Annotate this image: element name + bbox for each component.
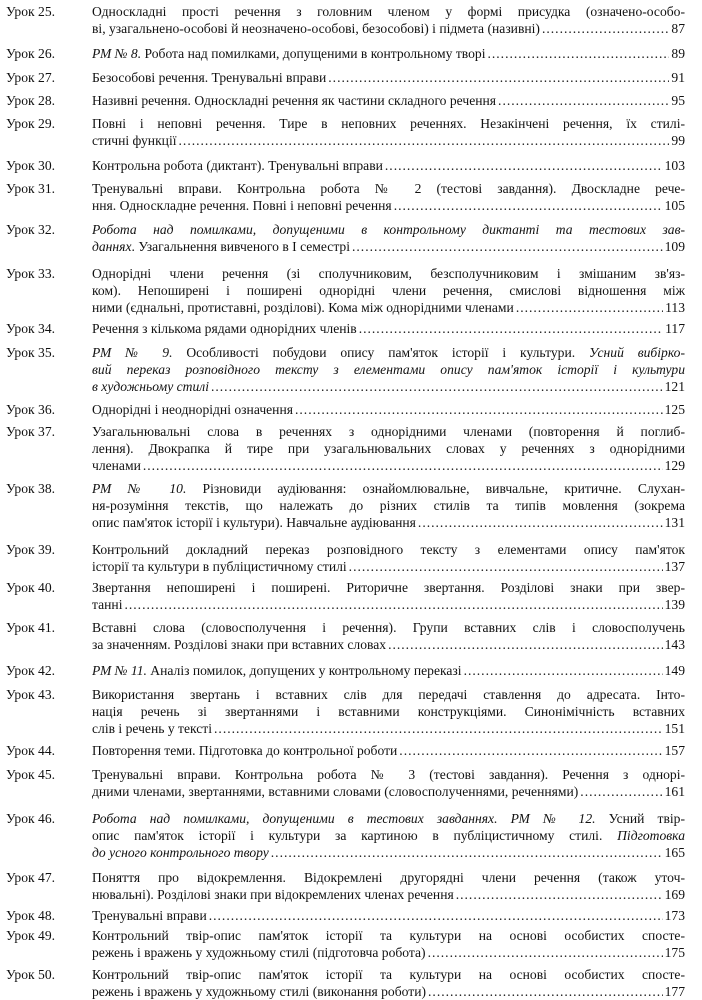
dot-leader — [388, 636, 663, 653]
lesson-title — [92, 619, 685, 653]
lesson-title — [92, 45, 685, 62]
title-text: Речення з кількома рядами однорідних членів — [92, 321, 357, 336]
dot-leader — [394, 197, 663, 214]
title-line — [92, 115, 685, 132]
dot-leader — [214, 720, 663, 737]
page-number: 129 — [664, 458, 685, 474]
dot-leader — [295, 401, 663, 418]
title-line — [92, 619, 685, 636]
title-text: Усний вибірко- — [588, 345, 685, 360]
lesson-number: Урок 41. — [6, 620, 56, 635]
lesson-title — [92, 907, 685, 924]
title-text: опис пам'яток історії і культури). Навчальне аудіювання — [92, 515, 416, 531]
lesson-title — [92, 157, 685, 174]
dot-leader — [179, 132, 670, 149]
title-text: Односкладні прості речення з головним членом у формі присудка (означено-особо- — [92, 4, 685, 19]
toc-entry — [0, 966, 702, 1000]
toc-entry — [0, 810, 702, 862]
title-text: РМ № 11. — [92, 663, 147, 678]
title-line — [92, 320, 685, 337]
toc-entry — [0, 907, 702, 924]
toc-entry — [0, 579, 702, 613]
title-line — [92, 92, 685, 109]
title-line — [92, 299, 685, 316]
toc-entry — [0, 344, 702, 396]
title-line — [92, 457, 685, 474]
toc-entry — [0, 619, 702, 653]
page-number: 139 — [664, 597, 685, 613]
lesson-title — [92, 686, 685, 738]
dot-leader — [498, 92, 669, 109]
title-line — [92, 282, 685, 299]
title-line — [92, 742, 685, 759]
dot-leader — [209, 907, 663, 924]
title-line — [92, 720, 685, 737]
lesson-number: Урок 39. — [6, 542, 56, 557]
title-line — [92, 827, 685, 844]
lesson-number: Урок 32. — [6, 222, 56, 237]
title-text: Використання звертань і вставних слів для передачі ставлення до адресата. Інто- — [92, 687, 685, 702]
page-number: 99 — [671, 133, 685, 149]
title-line — [92, 180, 685, 197]
page-number: 177 — [664, 984, 685, 1000]
title-text: ння. Односкладне речення. Повні і неповні речення — [92, 198, 392, 214]
dot-leader — [349, 558, 663, 575]
title-text: дними членами, звертаннями, вставними словами (словосполученнями, реченнями) — [92, 784, 579, 800]
title-text: Однорідні члени речення (зі сполучниковим, безсполучниковим і змішаним зв'яз- — [92, 266, 685, 281]
lesson-title — [92, 401, 685, 418]
title-line — [92, 810, 685, 827]
lesson-title — [92, 966, 685, 1000]
title-text: ня-розуміння текстів, що належать до різних стилів та типів мовлення (зокрема — [92, 498, 685, 514]
title-text: Тренувальні вправи — [92, 908, 207, 923]
title-text: вий переказ розповідного тексту з елементами опису пам'яток історії і культури — [92, 362, 685, 378]
page-number: 175 — [664, 945, 685, 961]
title-line — [92, 514, 685, 531]
dot-leader — [385, 157, 663, 174]
title-text: Робота над помилками, допущеними в контрольному творі — [141, 46, 486, 61]
dot-leader — [418, 514, 663, 531]
lesson-title — [92, 344, 685, 396]
lesson-title — [92, 115, 685, 149]
toc-entry — [0, 69, 702, 86]
title-line — [92, 927, 685, 944]
title-line — [92, 944, 685, 961]
lesson-number: Урок 37. — [6, 424, 56, 439]
page-number: 143 — [664, 637, 685, 653]
title-text: ними (єднальні, протиставні, розділові). Кома між однорідними членами — [92, 300, 514, 316]
title-text: нація речень зі звертаннями і вставними конструкціями. Синонімічність вставних — [92, 704, 685, 720]
title-line — [92, 783, 685, 800]
title-text: Тренувальні вправи. Контрольна робота № 2 (тестові завдання). Двоскладне рече- — [92, 181, 685, 196]
title-text: Повторення теми. Підготовка до контрольної роботи — [92, 743, 398, 758]
page-number: 89 — [671, 46, 685, 61]
title-line — [92, 401, 685, 418]
dot-leader — [456, 886, 663, 903]
toc-entry — [0, 662, 702, 679]
dot-leader — [359, 320, 663, 337]
title-line — [92, 157, 685, 174]
page-number: 169 — [664, 887, 685, 903]
title-text: нювальні). Розділові знаки при відокремлених членах речення — [92, 887, 454, 903]
lesson-number: Урок 45. — [6, 767, 56, 782]
title-text: ком). Непоширені і поширені однорідні члени речення, смислові відношення між — [92, 283, 685, 299]
toc-entry — [0, 423, 702, 475]
title-line — [92, 361, 685, 378]
dot-leader — [428, 983, 663, 1000]
title-text: РМ № 8. — [92, 46, 142, 61]
title-line — [92, 886, 685, 903]
toc-entry — [0, 541, 702, 575]
title-text: ві, узагальнено-особові й неозначено-особові, безособові) і підмета (називні) — [92, 21, 540, 37]
title-text: Називні речення. Односкладні речення як частини складного речення — [92, 93, 497, 108]
lesson-title — [92, 742, 685, 759]
title-text: даннях — [92, 239, 132, 255]
title-text: стичні функції — [92, 133, 177, 149]
dot-leader — [143, 457, 663, 474]
page-number: 87 — [671, 21, 685, 37]
lesson-title — [92, 766, 685, 800]
title-text: Безособові речення. Тренувальні вправи — [92, 70, 327, 85]
dot-leader — [271, 844, 663, 861]
dot-leader — [399, 742, 662, 759]
lesson-title — [92, 869, 685, 903]
toc-entry — [0, 742, 702, 759]
dot-leader — [516, 299, 663, 316]
title-line — [92, 20, 685, 37]
title-text: Звертання непоширені і поширені. Риторичне звертання. Розділові знаки при звер- — [92, 580, 685, 595]
title-text: Усний твір- — [595, 811, 685, 826]
title-line — [92, 221, 685, 238]
page-number: 105 — [664, 198, 685, 214]
title-line — [92, 686, 685, 703]
dot-leader — [464, 662, 663, 679]
title-line — [92, 45, 685, 62]
title-line — [92, 596, 685, 613]
title-text: Особливості побудови опису пам'яток історії і культури. — [172, 345, 589, 360]
title-line — [92, 636, 685, 653]
title-line — [92, 423, 685, 440]
title-line — [92, 3, 685, 20]
lesson-number: Урок 27. — [6, 70, 56, 85]
title-text: Різновиди аудіювання: ознайомлювальне, вивчальне, критичне. Слухан- — [186, 481, 685, 496]
toc-entry — [0, 480, 702, 532]
page-number: 149 — [664, 663, 685, 678]
lesson-number: Урок 35. — [6, 345, 56, 360]
lesson-number: Урок 46. — [6, 811, 56, 826]
dot-leader — [328, 69, 669, 86]
title-text: опис пам'яток історії і культури за картиною в публіцистичному стилі. — [92, 828, 618, 844]
title-text: Повні і неповні речення. Тире в неповних реченнях. Незакінчені речення, їх стилі- — [92, 116, 685, 131]
page-number: 131 — [664, 515, 685, 531]
page-number: 91 — [671, 70, 685, 85]
page-number: 137 — [664, 559, 685, 575]
lesson-title — [92, 662, 685, 679]
dot-leader — [428, 944, 663, 961]
title-line — [92, 558, 685, 575]
lesson-title — [92, 810, 685, 862]
title-line — [92, 844, 685, 861]
lesson-number: Урок 40. — [6, 580, 56, 595]
lesson-number: Урок 38. — [6, 481, 56, 496]
page-number: 95 — [671, 93, 685, 108]
page-number: 113 — [665, 300, 685, 316]
lesson-number: Урок 29. — [6, 116, 56, 131]
toc-entry — [0, 320, 702, 337]
title-text: Робота над помилками, допущеними в тестових завданнях. РМ № 12. — [92, 811, 596, 826]
lesson-title — [92, 3, 685, 37]
title-text: членами — [92, 458, 141, 474]
lesson-title — [92, 423, 685, 475]
title-line — [92, 907, 685, 924]
dot-leader — [487, 45, 669, 62]
title-text: Вставні слова (словосполучення і речення). Групи вставних слів і словосполучень — [92, 620, 685, 635]
lesson-number: Урок 43. — [6, 687, 56, 702]
lesson-number: Урок 33. — [6, 266, 56, 281]
lesson-title — [92, 180, 685, 214]
title-text: Узагальнювальні слова в реченнях з однорідними членами (повторення й поглиб- — [92, 424, 685, 439]
toc-entry — [0, 927, 702, 961]
dot-leader — [542, 20, 669, 37]
title-line — [92, 662, 685, 679]
title-text: РМ № 10. — [92, 481, 187, 496]
toc-entry — [0, 115, 702, 149]
page-number: 109 — [664, 239, 685, 255]
page-number: 161 — [664, 784, 685, 800]
toc-entry — [0, 3, 702, 37]
lesson-title — [92, 541, 685, 575]
toc-entry — [0, 180, 702, 214]
lesson-number: Урок 31. — [6, 181, 56, 196]
lesson-title — [92, 927, 685, 961]
lesson-number: Урок 30. — [6, 158, 56, 173]
title-line — [92, 541, 685, 558]
lesson-number: Урок 49. — [6, 928, 56, 943]
dot-leader — [352, 238, 663, 255]
title-line — [92, 983, 685, 1000]
page-number: 103 — [664, 158, 685, 173]
lesson-number: Урок 50. — [6, 967, 56, 982]
title-line — [92, 480, 685, 497]
title-line — [92, 766, 685, 783]
title-text: Контрольний докладний переказ розповідного тексту з елементами опису пам'яток — [92, 542, 685, 557]
lesson-title — [92, 480, 685, 532]
lesson-title — [92, 579, 685, 613]
page-number: 125 — [664, 402, 685, 417]
toc-entry — [0, 157, 702, 174]
title-line — [92, 197, 685, 214]
toc-entry — [0, 869, 702, 903]
title-line — [92, 238, 685, 255]
title-text: Контрольний твір-опис пам'яток історії та культури на основі особистих спосте- — [92, 928, 685, 943]
lesson-number: Урок 28. — [6, 93, 56, 108]
lesson-title — [92, 221, 685, 255]
title-line — [92, 69, 685, 86]
lesson-number: Урок 25. — [6, 4, 56, 19]
lesson-number: Урок 34. — [6, 321, 56, 336]
page-number: 157 — [664, 743, 685, 758]
title-line — [92, 132, 685, 149]
lesson-title — [92, 69, 685, 86]
lesson-title — [92, 265, 685, 317]
title-line — [92, 378, 685, 395]
title-text: історії та культури в публіцистичному стилі — [92, 559, 347, 575]
title-line — [92, 440, 685, 457]
title-text: Аналіз помилок, допущених у контрольному переказі — [146, 663, 462, 678]
dot-leader — [211, 378, 663, 395]
toc-entry — [0, 401, 702, 418]
title-text: Контрольний твір-опис пам'яток історії та культури на основі особистих спосте- — [92, 967, 685, 982]
title-text: Робота над помилками, допущеними в контрольному диктанті та тестових зав- — [92, 222, 685, 237]
toc-entry — [0, 766, 702, 800]
title-text: Однорідні і неоднорідні означення — [92, 402, 293, 417]
title-line — [92, 869, 685, 886]
title-text: в художньому стилі — [92, 379, 209, 395]
title-line — [92, 497, 685, 514]
page-number: 165 — [664, 845, 685, 861]
title-text: РМ № 9. — [92, 345, 173, 360]
lesson-title — [92, 92, 685, 109]
title-text: режень і вражень у художньому стилі (виконання роботи) — [92, 984, 427, 1000]
dot-leader — [580, 783, 662, 800]
page-number: 173 — [664, 908, 685, 923]
lesson-number: Урок 36. — [6, 402, 56, 417]
toc-entry — [0, 686, 702, 738]
title-line — [92, 344, 685, 361]
lesson-number: Урок 48. — [6, 908, 56, 923]
title-line — [92, 966, 685, 983]
title-line — [92, 265, 685, 282]
title-text: режень і вражень у художньому стилі (підготовча робота) — [92, 945, 426, 961]
toc-entry — [0, 265, 702, 317]
toc-entry — [0, 45, 702, 62]
toc-entry — [0, 92, 702, 109]
title-text: Тренувальні вправи. Контрольна робота № 3 (тестові завдання). Речення з одноpі- — [92, 767, 685, 782]
page-number: 117 — [665, 321, 685, 336]
title-line — [92, 703, 685, 720]
title-text: слів і речень у тексті — [92, 721, 213, 737]
dot-leader — [124, 596, 662, 613]
lesson-number: Урок 44. — [6, 743, 56, 758]
lesson-number: Урок 42. — [6, 663, 56, 678]
title-text: танні — [92, 597, 123, 613]
lesson-title — [92, 320, 685, 337]
title-text: до усного контрольного твору — [92, 845, 269, 861]
page-number: 151 — [664, 721, 685, 737]
lesson-number: Урок 26. — [6, 46, 56, 61]
title-text: Контрольна робота (диктант). Тренувальні вправи — [92, 158, 383, 173]
title-text: Підготовка — [617, 828, 685, 844]
toc-entry — [0, 221, 702, 255]
lesson-number: Урок 47. — [6, 870, 56, 885]
title-text: за значенням. Розділові знаки при вставних словах — [92, 637, 387, 653]
title-text: лення). Двокрапка й тире при узагальнювальних словах у реченнях з однорідними — [92, 441, 685, 457]
page-number: 121 — [664, 379, 685, 395]
title-text: Поняття про відокремлення. Відокремлені другорядні члени речення (також уточ- — [92, 870, 685, 885]
title-text: . Узагальнення вивченого в І семестрі — [131, 239, 350, 255]
title-line — [92, 579, 685, 596]
